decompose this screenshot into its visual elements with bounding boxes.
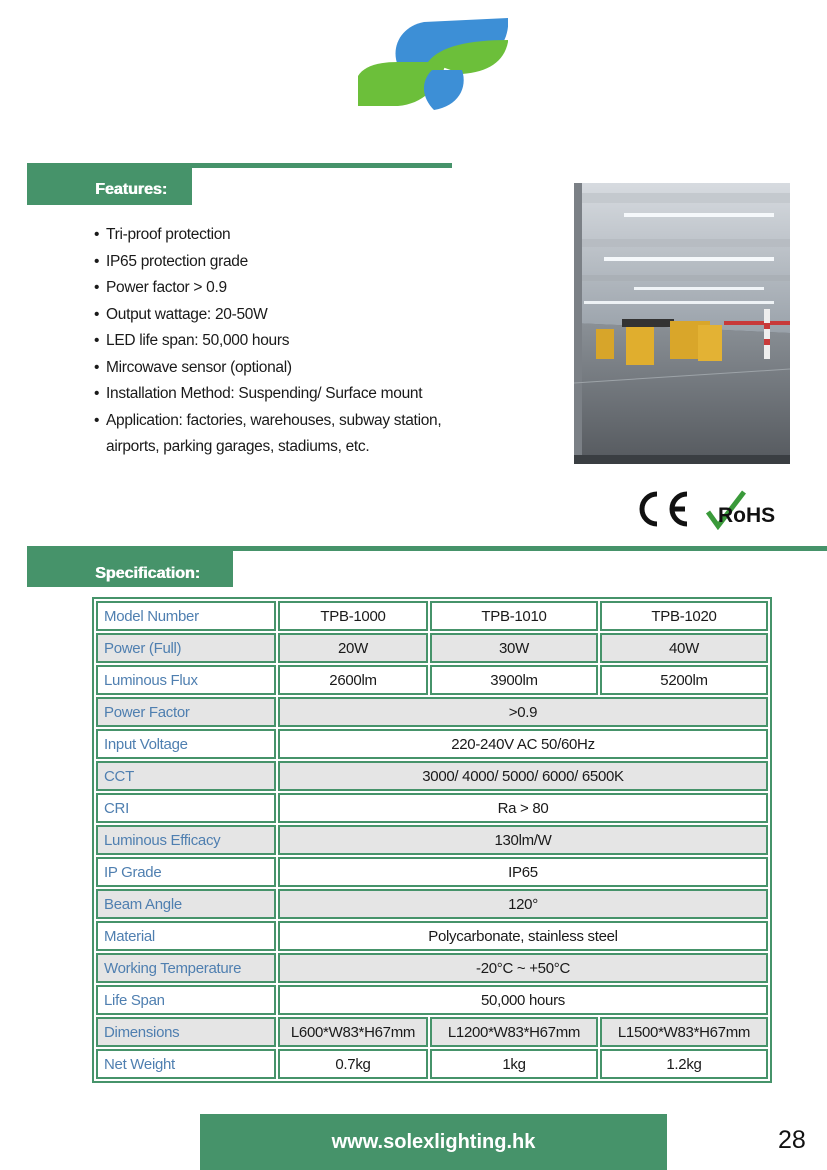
list-item: • LED life span: 50,000 hours — [94, 332, 290, 349]
rohs-mark — [706, 490, 794, 530]
spec-value: L600*W83*H67mm — [278, 1017, 428, 1047]
table-row — [96, 1049, 768, 1079]
list-item: • Tri-proof protection — [94, 226, 231, 243]
spec-value: L1200*W83*H67mm — [430, 1017, 598, 1047]
page-number: 28 — [778, 1126, 806, 1154]
spec-value: 0.7kg — [278, 1049, 428, 1079]
spec-value: TPB-1010 — [430, 601, 598, 631]
spec-value: 5200lm — [600, 665, 768, 695]
table-row — [96, 633, 768, 663]
spec-key: Input Voltage — [96, 729, 276, 759]
spec-value: 40W — [600, 633, 768, 663]
specification-title: Specification: — [95, 565, 200, 582]
table-row — [96, 697, 768, 727]
spec-value: 30W — [430, 633, 598, 663]
spec-value: 1kg — [430, 1049, 598, 1079]
spec-value: TPB-1020 — [600, 601, 768, 631]
table-row — [96, 793, 768, 823]
footer-website: www.solexlighting.hk — [200, 1114, 667, 1170]
spec-key: Net Weight — [96, 1049, 276, 1079]
spec-key: Luminous Efficacy — [96, 825, 276, 855]
spec-value: 120° — [278, 889, 768, 919]
ce-mark-icon — [633, 490, 691, 528]
specification-table — [92, 597, 772, 1083]
list-item: • IP65 protection grade — [94, 252, 248, 270]
spec-value: 3900lm — [430, 665, 598, 695]
spec-key: CRI — [96, 793, 276, 823]
spec-value: Polycarbonate, stainless steel — [278, 921, 768, 951]
features-title: Features: — [95, 181, 168, 198]
list-item: • Output wattage: 20-50W — [94, 305, 268, 323]
table-row — [96, 665, 768, 695]
table-row — [96, 825, 768, 855]
table-row — [96, 953, 768, 983]
spec-value: 130lm/W — [278, 825, 768, 855]
parking-garage-photo — [574, 183, 790, 464]
list-item: • Power factor > 0.9 — [94, 279, 227, 296]
spec-key: Life Span — [96, 985, 276, 1015]
list-item: • Mircowave sensor (optional) — [94, 358, 292, 376]
spec-value: 3000/ 4000/ 5000/ 6000/ 6500K — [278, 761, 768, 791]
spec-key: Material — [96, 921, 276, 951]
spec-key: Dimensions — [96, 1017, 276, 1047]
spec-value: TPB-1000 — [278, 601, 428, 631]
spec-key: IP Grade — [96, 857, 276, 887]
spec-key: Model Number — [96, 601, 276, 631]
table-row — [96, 1017, 768, 1047]
spec-value: L1500*W83*H67mm — [600, 1017, 768, 1047]
spec-key: Power Factor — [96, 697, 276, 727]
table-row — [96, 889, 768, 919]
spec-key: CCT — [96, 761, 276, 791]
list-item-continuation: airports, parking garages, stadiums, etc. — [106, 438, 370, 455]
spec-key: Working Temperature — [96, 953, 276, 983]
table-row — [96, 985, 768, 1015]
list-item: • Application: factories, warehouses, subway station, — [94, 411, 442, 429]
table-row — [96, 601, 768, 631]
table-row — [96, 761, 768, 791]
features-list — [92, 222, 512, 461]
solex-leaf-logo-icon — [358, 18, 508, 110]
spec-value: 50,000 hours — [278, 985, 768, 1015]
table-row — [96, 857, 768, 887]
spec-value: >0.9 — [278, 697, 768, 727]
spec-value: -20°C ~ +50°C — [278, 953, 768, 983]
spec-value: 1.2kg — [600, 1049, 768, 1079]
spec-value: 2600lm — [278, 665, 428, 695]
list-item: • Installation Method: Suspending/ Surface mount — [94, 385, 423, 402]
rohs-label: RoHS — [718, 504, 776, 527]
spec-key: Power (Full) — [96, 633, 276, 663]
spec-key: Luminous Flux — [96, 665, 276, 695]
table-row — [96, 921, 768, 951]
spec-key: Beam Angle — [96, 889, 276, 919]
spec-value: 220-240V AC 50/60Hz — [278, 729, 768, 759]
spec-value: 20W — [278, 633, 428, 663]
spec-value: Ra > 80 — [278, 793, 768, 823]
spec-value: IP65 — [278, 857, 768, 887]
table-row — [96, 729, 768, 759]
